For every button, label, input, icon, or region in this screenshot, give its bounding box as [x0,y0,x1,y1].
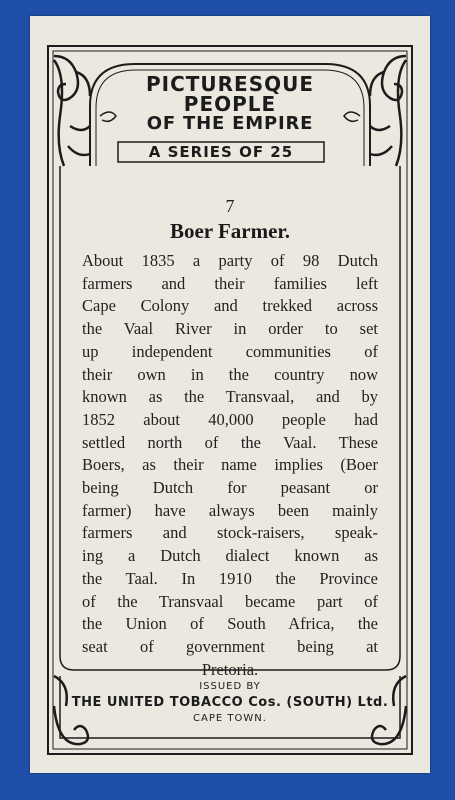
issuer-company: THE UNITED TOBACCO Cos. (SOUTH) Ltd. [71,695,389,710]
description-line: their own in the country now [82,364,378,384]
series-header [120,74,340,134]
cigarette-card [30,16,430,773]
card-number: 7 [225,196,235,216]
description-line: farmers and stock-raisers, speak- [82,523,378,543]
description-line: being Dutch for peasant or [82,478,378,498]
card-title: Boer Farmer. [169,219,291,243]
description-line: Pretoria. [201,659,259,679]
description-line: of the Transvaal became part of [82,591,378,611]
description-line: settled north of the Vaal. These [82,432,378,452]
issuer-city: CAPE TOWN. [193,713,267,724]
description-line: the Union of South Africa, the [82,614,378,634]
header-line-empire: OF THE EMPIRE [146,113,314,134]
issued-by-label: ISSUED BY [199,681,261,692]
header-line-picturesque: PICTURESQUE [145,72,315,96]
card-description [82,250,378,681]
description-line: farmers and their families left [82,273,378,293]
description-line: Cape Colony and trekked across [82,296,378,316]
series-count: A SERIES OF 25 [148,143,294,161]
description-line: up independent communities of [82,341,378,361]
description-line: the Taal. In 1910 the Province [82,568,378,588]
description-line: About 1835 a party of 98 Dutch [82,251,378,270]
issuer-block [60,680,400,726]
description-line: 1852 about 40,000 people had [82,409,378,429]
description-line: ing a Dutch dialect known as [82,546,378,566]
description-line: seat of government being at [82,636,378,656]
description-line: known as the Transvaal, and by [82,387,378,407]
description-line: farmer) have always been mainly [82,500,378,520]
description-line: Boers, as their name implies (Boer [82,455,378,475]
description-line: the Vaal River in order to set [82,319,378,339]
header-line-people: PEOPLE [183,92,277,116]
